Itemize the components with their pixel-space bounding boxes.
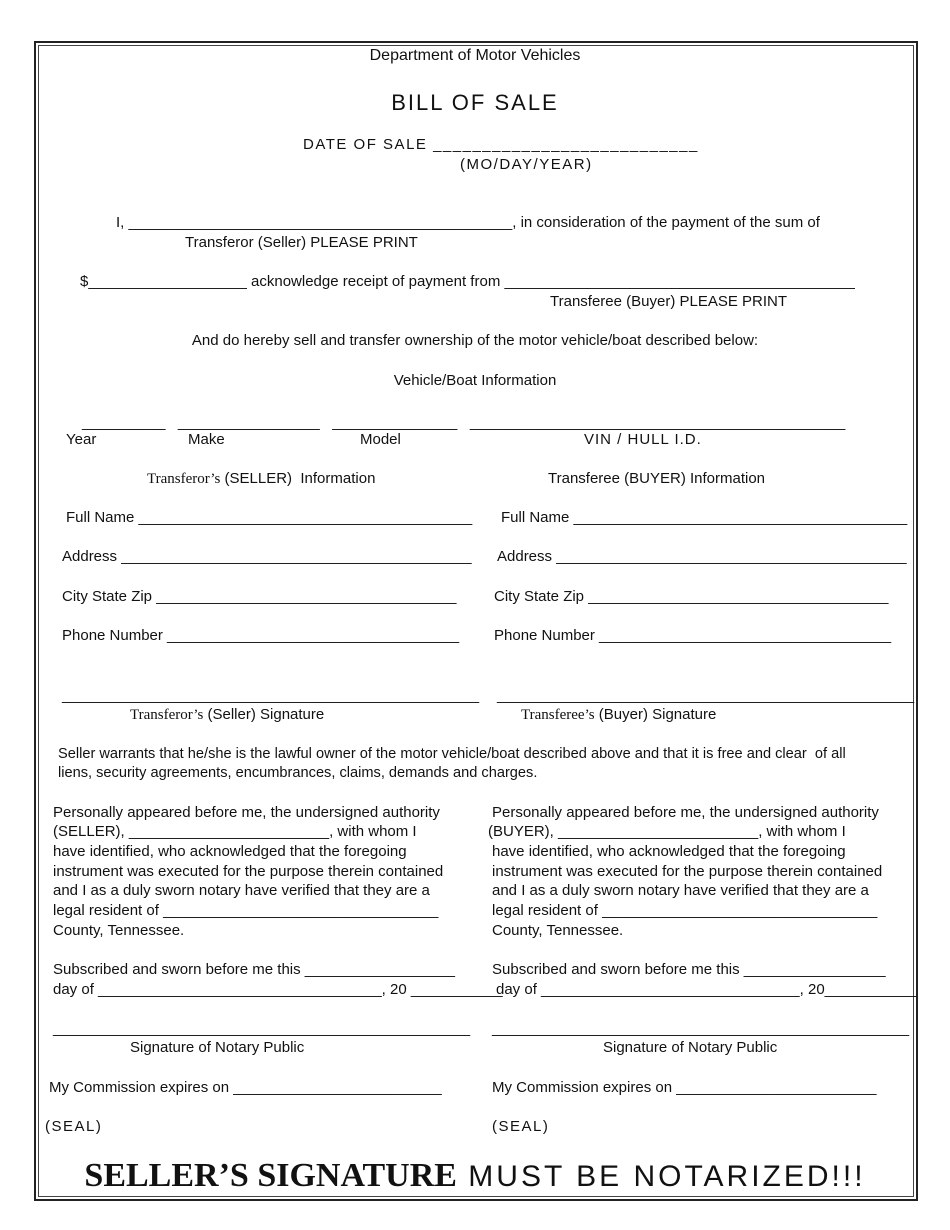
buyer-sig-word: Transferee’s (521, 707, 595, 723)
seller-notary-signature-line[interactable]: __________________________________________________ (53, 1020, 471, 1037)
buyer-commission-line[interactable]: My Commission expires on ________________________ (492, 1079, 877, 1096)
buyer-notary-line-4: instrument was executed for the purpose therein contained (492, 863, 883, 880)
vehicle-info-blanks[interactable]: __________ _________________ _______________ _____________________________________________ (82, 414, 846, 431)
buyer-day-of-line[interactable]: day of _______________________________, 20___________ (496, 981, 917, 998)
seller-address-field[interactable]: Address __________________________________________ (62, 548, 472, 565)
buyer-info-heading: Transferee (BUYER) Information (548, 470, 766, 487)
payment-amount-line[interactable]: $___________________ acknowledge receipt of payment from __________________________________________ (80, 273, 855, 290)
seller-phone-field[interactable]: Phone Number ___________________________________ (62, 627, 460, 644)
transfer-statement: And do hereby sell and transfer ownership of the motor vehicle/boat described below: (191, 332, 759, 349)
buyer-notary-line-7: County, Tennessee. (492, 922, 624, 939)
seller-notary-line-7: County, Tennessee. (53, 922, 185, 939)
document-title: BILL OF SALE (391, 90, 559, 115)
seller-day-of-line[interactable]: day of __________________________________, 20 ___________ (53, 981, 503, 998)
buyer-notary-signature-line[interactable]: __________________________________________________ (492, 1020, 910, 1037)
buyer-notary-line-1: Personally appeared before me, the undersigned authority (492, 804, 879, 821)
buyer-print-caption: Transferee (Buyer) PLEASE PRINT (550, 293, 788, 310)
year-label: Year (66, 431, 97, 448)
seller-notary-line-5: and I as a duly sworn notary have verified that they are a (53, 882, 430, 899)
notarization-warning (0, 1156, 950, 1202)
seller-notary-line-2[interactable]: (SELLER), ________________________, with whom I (53, 823, 417, 840)
make-label: Make (188, 431, 225, 448)
seller-notary-line-4: instrument was executed for the purpose therein contained (53, 863, 444, 880)
buyer-notary-line-6[interactable]: legal resident of _________________________________ (492, 902, 878, 919)
buyer-phone-field[interactable]: Phone Number ___________________________________ (494, 627, 892, 644)
seller-name-consideration-line[interactable]: I, ______________________________________________, in consideration of the payment of the sum of (116, 214, 820, 231)
warranty-line-1: Seller warrants that he/she is the lawful owner of the motor vehicle/boat described above and that it is free and clear of all (58, 746, 846, 762)
seller-notary-line-6[interactable]: legal resident of _________________________________ (53, 902, 439, 919)
buyer-seal-label: (SEAL) (492, 1118, 550, 1135)
model-label: Model (360, 431, 401, 448)
buyer-signature-label (521, 706, 716, 724)
vehicle-info-heading: Vehicle/Boat Information (393, 372, 557, 389)
seller-info-heading (147, 470, 375, 488)
seller-notary-line-3: have identified, who acknowledged that the foregoing (53, 843, 407, 860)
vin-label: VIN / HULL I.D. (584, 431, 702, 448)
buyer-subscribed-line[interactable]: Subscribed and sworn before me this _________________ (492, 961, 886, 978)
department-name: Department of Motor Vehicles (369, 47, 581, 64)
date-of-sale-field[interactable]: DATE OF SALE ___________________________ (303, 136, 699, 153)
seller-signature-line[interactable]: __________________________________________________ (62, 687, 480, 704)
seller-notary-line-1: Personally appeared before me, the undersigned authority (53, 804, 440, 821)
seller-commission-line[interactable]: My Commission expires on _________________________ (49, 1079, 442, 1096)
seller-notary-signature-label: Signature of Notary Public (130, 1039, 305, 1056)
date-format-caption: (MO/DAY/YEAR) (460, 156, 593, 173)
seller-seal-label: (SEAL) (45, 1118, 103, 1135)
seller-signature-label (130, 706, 324, 724)
warranty-line-2: liens, security agreements, encumbrances, claims, demands and charges. (58, 765, 538, 781)
notarization-warning-rest: MUST BE NOTARIZED!!! (456, 1160, 866, 1193)
seller-subscribed-line[interactable]: Subscribed and sworn before me this __________________ (53, 961, 455, 978)
buyer-notary-line-5: and I as a duly sworn notary have verified that they are a (492, 882, 869, 899)
seller-heading-word: Transferor’s (147, 471, 221, 487)
seller-print-caption: Transferor (Seller) PLEASE PRINT (185, 234, 418, 251)
seller-full-name-field[interactable]: Full Name ________________________________________ (66, 509, 473, 526)
buyer-notary-signature-label: Signature of Notary Public (603, 1039, 778, 1056)
buyer-sig-rest: (Buyer) Signature (594, 706, 717, 723)
buyer-full-name-field[interactable]: Full Name ________________________________________ (501, 509, 908, 526)
seller-sig-rest: (Seller) Signature (203, 706, 325, 723)
seller-heading-rest: (SELLER) Information (220, 470, 376, 487)
buyer-address-field[interactable]: Address __________________________________________ (497, 548, 907, 565)
seller-city-state-zip-field[interactable]: City State Zip ____________________________________ (62, 588, 457, 605)
buyer-signature-line[interactable]: __________________________________________________ (497, 687, 915, 704)
buyer-city-state-zip-field[interactable]: City State Zip ____________________________________ (494, 588, 889, 605)
buyer-notary-line-2[interactable]: (BUYER), ________________________, with whom I (488, 823, 846, 840)
seller-sig-word: Transferor’s (130, 707, 204, 723)
buyer-notary-line-3: have identified, who acknowledged that the foregoing (492, 843, 846, 860)
notarization-warning-bold: SELLER’S SIGNATURE (84, 1157, 457, 1194)
